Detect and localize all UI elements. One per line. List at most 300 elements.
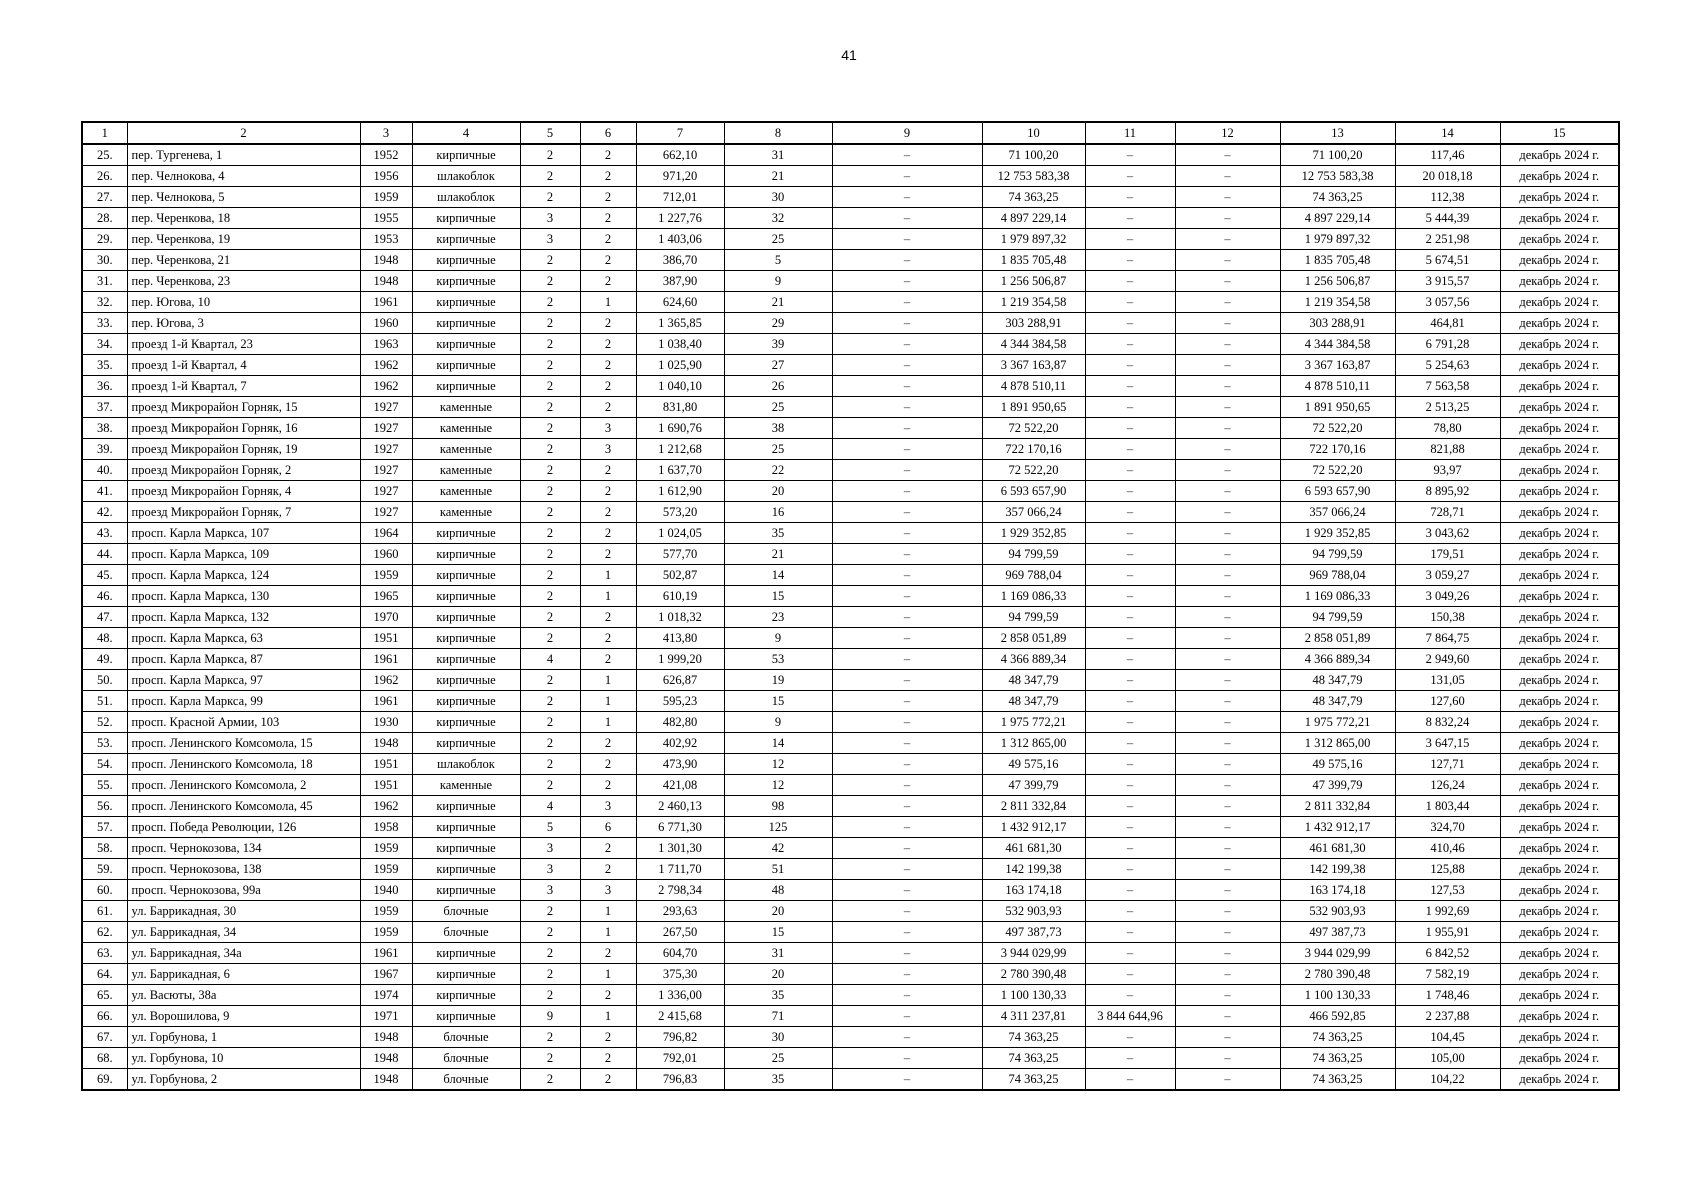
cell-cost-13: 466 592,85 — [1280, 1006, 1395, 1027]
cell-total-cost: 2 780 390,48 — [982, 964, 1085, 985]
cell-address: проезд 1-й Квартал, 7 — [127, 376, 360, 397]
cell-total-cost: 74 363,25 — [982, 1048, 1085, 1069]
cell-total-cost: 4 311 237,81 — [982, 1006, 1085, 1027]
cell-col-9: – — [832, 565, 982, 586]
cell-residents: 19 — [724, 670, 832, 691]
cell-residents: 20 — [724, 481, 832, 502]
cell-entrances: 1 — [580, 964, 636, 985]
cell-address: ул. Горбунова, 2 — [127, 1069, 360, 1091]
cell-floors: 3 — [520, 229, 580, 250]
table-row — [82, 1069, 1619, 1091]
cell-wall-material: каменные — [412, 460, 520, 481]
cell-total-cost: 4 878 510,11 — [982, 376, 1085, 397]
cell-row-index: 37. — [82, 397, 127, 418]
cell-cost-per-unit: 117,46 — [1395, 144, 1500, 166]
cell-wall-material: шлакоблок — [412, 187, 520, 208]
cell-deadline: декабрь 2024 г. — [1500, 523, 1619, 544]
cell-total-cost: 94 799,59 — [982, 544, 1085, 565]
cell-col-9: – — [832, 859, 982, 880]
cell-col-11: – — [1085, 313, 1175, 334]
cell-total-cost: 969 788,04 — [982, 565, 1085, 586]
cell-entrances: 2 — [580, 208, 636, 229]
cell-residents: 20 — [724, 964, 832, 985]
cell-year-built: 1962 — [360, 355, 412, 376]
cell-total-cost: 4 366 889,34 — [982, 649, 1085, 670]
cell-wall-material: кирпичные — [412, 523, 520, 544]
table-row — [82, 691, 1619, 712]
cell-entrances: 1 — [580, 586, 636, 607]
cell-cost-13: 12 753 583,38 — [1280, 166, 1395, 187]
cell-total-cost: 532 903,93 — [982, 901, 1085, 922]
cell-col-11: – — [1085, 985, 1175, 1006]
cell-row-index: 52. — [82, 712, 127, 733]
column-number-3: 3 — [360, 122, 412, 144]
cell-row-index: 65. — [82, 985, 127, 1006]
cell-year-built: 1952 — [360, 144, 412, 166]
column-number-6: 6 — [580, 122, 636, 144]
cell-address: просп. Чернокозова, 138 — [127, 859, 360, 880]
table-row — [82, 628, 1619, 649]
cell-residents: 30 — [724, 187, 832, 208]
cell-year-built: 1962 — [360, 670, 412, 691]
cell-col-12: – — [1175, 922, 1280, 943]
cell-col-9: – — [832, 334, 982, 355]
cell-col-9: – — [832, 922, 982, 943]
cell-col-12: – — [1175, 439, 1280, 460]
cell-area: 1 999,20 — [636, 649, 724, 670]
cell-col-9: – — [832, 187, 982, 208]
cell-address: просп. Красной Армии, 103 — [127, 712, 360, 733]
table-row — [82, 334, 1619, 355]
cell-total-cost: 6 593 657,90 — [982, 481, 1085, 502]
cell-col-11: – — [1085, 964, 1175, 985]
cell-residents: 9 — [724, 628, 832, 649]
cell-floors: 2 — [520, 313, 580, 334]
cell-cost-per-unit: 324,70 — [1395, 817, 1500, 838]
cell-floors: 2 — [520, 1069, 580, 1091]
cell-deadline: декабрь 2024 г. — [1500, 565, 1619, 586]
cell-year-built: 1948 — [360, 1069, 412, 1091]
cell-entrances: 2 — [580, 649, 636, 670]
cell-wall-material: кирпичные — [412, 544, 520, 565]
cell-floors: 2 — [520, 754, 580, 775]
cell-address: просп. Карла Маркса, 97 — [127, 670, 360, 691]
cell-col-11: – — [1085, 922, 1175, 943]
cell-floors: 2 — [520, 355, 580, 376]
cell-address: просп. Карла Маркса, 109 — [127, 544, 360, 565]
cell-cost-13: 1 256 506,87 — [1280, 271, 1395, 292]
cell-col-11: – — [1085, 628, 1175, 649]
cell-area: 610,19 — [636, 586, 724, 607]
cell-address: ул. Горбунова, 1 — [127, 1027, 360, 1048]
cell-wall-material: кирпичные — [412, 796, 520, 817]
table-row — [82, 166, 1619, 187]
cell-year-built: 1958 — [360, 817, 412, 838]
cell-col-11: – — [1085, 775, 1175, 796]
cell-total-cost: 3 944 029,99 — [982, 943, 1085, 964]
cell-floors: 2 — [520, 565, 580, 586]
cell-col-9: – — [832, 796, 982, 817]
cell-col-12: – — [1175, 1006, 1280, 1027]
cell-cost-per-unit: 7 582,19 — [1395, 964, 1500, 985]
cell-col-12: – — [1175, 313, 1280, 334]
cell-area: 387,90 — [636, 271, 724, 292]
cell-year-built: 1948 — [360, 1027, 412, 1048]
cell-cost-13: 1 929 352,85 — [1280, 523, 1395, 544]
cell-address: проезд Микрорайон Горняк, 16 — [127, 418, 360, 439]
cell-col-11: – — [1085, 838, 1175, 859]
column-number-9: 9 — [832, 122, 982, 144]
cell-entrances: 2 — [580, 628, 636, 649]
cell-residents: 125 — [724, 817, 832, 838]
cell-wall-material: кирпичные — [412, 985, 520, 1006]
cell-deadline: декабрь 2024 г. — [1500, 691, 1619, 712]
cell-col-9: – — [832, 166, 982, 187]
cell-col-9: – — [832, 1048, 982, 1069]
cell-cost-per-unit: 112,38 — [1395, 187, 1500, 208]
cell-row-index: 56. — [82, 796, 127, 817]
cell-residents: 31 — [724, 943, 832, 964]
cell-deadline: декабрь 2024 г. — [1500, 1006, 1619, 1027]
cell-wall-material: кирпичные — [412, 292, 520, 313]
cell-wall-material: кирпичные — [412, 229, 520, 250]
cell-row-index: 47. — [82, 607, 127, 628]
cell-row-index: 46. — [82, 586, 127, 607]
cell-row-index: 62. — [82, 922, 127, 943]
cell-year-built: 1963 — [360, 334, 412, 355]
cell-row-index: 64. — [82, 964, 127, 985]
cell-cost-per-unit: 1 748,46 — [1395, 985, 1500, 1006]
cell-floors: 2 — [520, 144, 580, 166]
cell-cost-13: 1 432 912,17 — [1280, 817, 1395, 838]
cell-col-9: – — [832, 523, 982, 544]
cell-wall-material: каменные — [412, 775, 520, 796]
cell-wall-material: каменные — [412, 439, 520, 460]
cell-deadline: декабрь 2024 г. — [1500, 376, 1619, 397]
cell-residents: 29 — [724, 313, 832, 334]
table-row — [82, 397, 1619, 418]
cell-cost-per-unit: 2 251,98 — [1395, 229, 1500, 250]
cell-residents: 51 — [724, 859, 832, 880]
cell-col-11: – — [1085, 796, 1175, 817]
cell-row-index: 58. — [82, 838, 127, 859]
cell-col-11: – — [1085, 607, 1175, 628]
cell-row-index: 59. — [82, 859, 127, 880]
cell-floors: 2 — [520, 670, 580, 691]
cell-cost-13: 6 593 657,90 — [1280, 481, 1395, 502]
cell-col-12: – — [1175, 397, 1280, 418]
table-body — [82, 144, 1619, 1090]
cell-residents: 32 — [724, 208, 832, 229]
cell-wall-material: блочные — [412, 1048, 520, 1069]
cell-cost-13: 94 799,59 — [1280, 544, 1395, 565]
cell-cost-13: 94 799,59 — [1280, 607, 1395, 628]
cell-year-built: 1927 — [360, 502, 412, 523]
cell-cost-13: 71 100,20 — [1280, 144, 1395, 166]
cell-cost-13: 163 174,18 — [1280, 880, 1395, 901]
cell-floors: 2 — [520, 250, 580, 271]
cell-total-cost: 12 753 583,38 — [982, 166, 1085, 187]
cell-cost-per-unit: 3 915,57 — [1395, 271, 1500, 292]
cell-col-9: – — [832, 355, 982, 376]
cell-total-cost: 94 799,59 — [982, 607, 1085, 628]
cell-cost-13: 3 944 029,99 — [1280, 943, 1395, 964]
cell-residents: 25 — [724, 1048, 832, 1069]
cell-deadline: декабрь 2024 г. — [1500, 943, 1619, 964]
cell-floors: 2 — [520, 544, 580, 565]
cell-col-9: – — [832, 544, 982, 565]
cell-col-11: – — [1085, 817, 1175, 838]
table-row — [82, 187, 1619, 208]
cell-entrances: 3 — [580, 796, 636, 817]
cell-entrances: 2 — [580, 355, 636, 376]
cell-year-built: 1962 — [360, 796, 412, 817]
cell-year-built: 1960 — [360, 313, 412, 334]
table-row — [82, 985, 1619, 1006]
cell-total-cost: 1 975 772,21 — [982, 712, 1085, 733]
cell-residents: 15 — [724, 922, 832, 943]
cell-year-built: 1955 — [360, 208, 412, 229]
cell-entrances: 1 — [580, 922, 636, 943]
cell-residents: 48 — [724, 880, 832, 901]
cell-deadline: декабрь 2024 г. — [1500, 922, 1619, 943]
cell-cost-per-unit: 5 254,63 — [1395, 355, 1500, 376]
cell-area: 375,30 — [636, 964, 724, 985]
cell-area: 1 038,40 — [636, 334, 724, 355]
cell-wall-material: кирпичные — [412, 649, 520, 670]
cell-address: просп. Карла Маркса, 63 — [127, 628, 360, 649]
cell-year-built: 1962 — [360, 376, 412, 397]
cell-year-built: 1927 — [360, 397, 412, 418]
cell-residents: 26 — [724, 376, 832, 397]
cell-floors: 4 — [520, 796, 580, 817]
cell-entrances: 2 — [580, 250, 636, 271]
table-row — [82, 481, 1619, 502]
cell-wall-material: каменные — [412, 397, 520, 418]
cell-col-12: – — [1175, 229, 1280, 250]
cell-year-built: 1970 — [360, 607, 412, 628]
cell-wall-material: кирпичные — [412, 208, 520, 229]
cell-col-12: – — [1175, 334, 1280, 355]
cell-row-index: 43. — [82, 523, 127, 544]
cell-year-built: 1964 — [360, 523, 412, 544]
cell-col-11: – — [1085, 439, 1175, 460]
housing-register-table — [81, 121, 1620, 1091]
cell-cost-per-unit: 20 018,18 — [1395, 166, 1500, 187]
table-row — [82, 523, 1619, 544]
cell-floors: 3 — [520, 880, 580, 901]
cell-row-index: 48. — [82, 628, 127, 649]
cell-year-built: 1959 — [360, 838, 412, 859]
cell-address: пер. Югова, 10 — [127, 292, 360, 313]
cell-address: проезд Микрорайон Горняк, 19 — [127, 439, 360, 460]
table-row — [82, 460, 1619, 481]
cell-row-index: 36. — [82, 376, 127, 397]
cell-col-12: – — [1175, 376, 1280, 397]
table-row — [82, 250, 1619, 271]
cell-wall-material: кирпичные — [412, 943, 520, 964]
cell-row-index: 61. — [82, 901, 127, 922]
table-row — [82, 586, 1619, 607]
cell-entrances: 2 — [580, 502, 636, 523]
cell-col-9: – — [832, 754, 982, 775]
cell-year-built: 1960 — [360, 544, 412, 565]
cell-entrances: 2 — [580, 943, 636, 964]
cell-residents: 53 — [724, 649, 832, 670]
cell-cost-per-unit: 3 043,62 — [1395, 523, 1500, 544]
cell-address: ул. Баррикадная, 34 — [127, 922, 360, 943]
cell-cost-per-unit: 179,51 — [1395, 544, 1500, 565]
cell-floors: 2 — [520, 901, 580, 922]
cell-deadline: декабрь 2024 г. — [1500, 292, 1619, 313]
cell-residents: 22 — [724, 460, 832, 481]
cell-total-cost: 1 979 897,32 — [982, 229, 1085, 250]
cell-col-9: – — [832, 376, 982, 397]
cell-total-cost: 2 811 332,84 — [982, 796, 1085, 817]
cell-deadline: декабрь 2024 г. — [1500, 166, 1619, 187]
cell-col-9: – — [832, 481, 982, 502]
cell-area: 1 212,68 — [636, 439, 724, 460]
cell-row-index: 42. — [82, 502, 127, 523]
cell-residents: 20 — [724, 901, 832, 922]
cell-col-12: – — [1175, 796, 1280, 817]
table-header — [82, 122, 1619, 144]
cell-area: 573,20 — [636, 502, 724, 523]
cell-entrances: 1 — [580, 712, 636, 733]
cell-area: 796,82 — [636, 1027, 724, 1048]
cell-entrances: 2 — [580, 144, 636, 166]
cell-entrances: 2 — [580, 481, 636, 502]
cell-area: 402,92 — [636, 733, 724, 754]
cell-area: 413,80 — [636, 628, 724, 649]
cell-row-index: 38. — [82, 418, 127, 439]
cell-floors: 2 — [520, 460, 580, 481]
cell-area: 421,08 — [636, 775, 724, 796]
cell-col-9: – — [832, 208, 982, 229]
cell-col-9: – — [832, 607, 982, 628]
cell-total-cost: 3 367 163,87 — [982, 355, 1085, 376]
cell-deadline: декабрь 2024 г. — [1500, 460, 1619, 481]
cell-entrances: 2 — [580, 1069, 636, 1091]
cell-col-9: – — [832, 670, 982, 691]
table-row — [82, 607, 1619, 628]
cell-total-cost: 1 312 865,00 — [982, 733, 1085, 754]
cell-deadline: декабрь 2024 г. — [1500, 901, 1619, 922]
cell-total-cost: 357 066,24 — [982, 502, 1085, 523]
cell-deadline: декабрь 2024 г. — [1500, 754, 1619, 775]
cell-col-9: – — [832, 460, 982, 481]
cell-wall-material: кирпичные — [412, 628, 520, 649]
cell-address: проезд Микрорайон Горняк, 4 — [127, 481, 360, 502]
table-row — [82, 964, 1619, 985]
cell-floors: 2 — [520, 439, 580, 460]
cell-entrances: 2 — [580, 775, 636, 796]
cell-col-11: – — [1085, 250, 1175, 271]
cell-total-cost: 461 681,30 — [982, 838, 1085, 859]
cell-address: просп. Карла Маркса, 107 — [127, 523, 360, 544]
cell-cost-13: 1 219 354,58 — [1280, 292, 1395, 313]
table-row — [82, 313, 1619, 334]
cell-col-11: – — [1085, 292, 1175, 313]
cell-col-11: – — [1085, 649, 1175, 670]
table-row — [82, 292, 1619, 313]
cell-address: пер. Черенкова, 18 — [127, 208, 360, 229]
cell-cost-13: 4 344 384,58 — [1280, 334, 1395, 355]
cell-address: просп. Ленинского Комсомола, 15 — [127, 733, 360, 754]
cell-col-11: – — [1085, 502, 1175, 523]
cell-area: 626,87 — [636, 670, 724, 691]
cell-entrances: 2 — [580, 544, 636, 565]
cell-area: 1 365,85 — [636, 313, 724, 334]
cell-total-cost: 72 522,20 — [982, 418, 1085, 439]
column-number-7: 7 — [636, 122, 724, 144]
cell-cost-per-unit: 127,71 — [1395, 754, 1500, 775]
cell-floors: 2 — [520, 166, 580, 187]
cell-year-built: 1959 — [360, 859, 412, 880]
cell-deadline: декабрь 2024 г. — [1500, 250, 1619, 271]
cell-residents: 23 — [724, 607, 832, 628]
cell-row-index: 39. — [82, 439, 127, 460]
cell-col-12: – — [1175, 838, 1280, 859]
table-row — [82, 733, 1619, 754]
table-row — [82, 859, 1619, 880]
cell-area: 1 612,90 — [636, 481, 724, 502]
cell-col-12: – — [1175, 964, 1280, 985]
cell-residents: 31 — [724, 144, 832, 166]
cell-entrances: 2 — [580, 334, 636, 355]
cell-total-cost: 49 575,16 — [982, 754, 1085, 775]
cell-col-9: – — [832, 271, 982, 292]
table-row — [82, 754, 1619, 775]
cell-address: просп. Ленинского Комсомола, 2 — [127, 775, 360, 796]
cell-entrances: 2 — [580, 376, 636, 397]
column-number-10: 10 — [982, 122, 1085, 144]
cell-col-11: – — [1085, 187, 1175, 208]
cell-cost-13: 1 100 130,33 — [1280, 985, 1395, 1006]
cell-floors: 2 — [520, 481, 580, 502]
cell-deadline: декабрь 2024 г. — [1500, 649, 1619, 670]
table-row — [82, 817, 1619, 838]
cell-floors: 3 — [520, 208, 580, 229]
table-row — [82, 901, 1619, 922]
cell-total-cost: 1 432 912,17 — [982, 817, 1085, 838]
cell-row-index: 67. — [82, 1027, 127, 1048]
cell-row-index: 69. — [82, 1069, 127, 1091]
cell-col-9: – — [832, 1006, 982, 1027]
cell-deadline: декабрь 2024 г. — [1500, 1069, 1619, 1091]
cell-wall-material: каменные — [412, 502, 520, 523]
cell-cost-per-unit: 126,24 — [1395, 775, 1500, 796]
cell-cost-13: 72 522,20 — [1280, 460, 1395, 481]
cell-total-cost: 1 929 352,85 — [982, 523, 1085, 544]
cell-cost-13: 722 170,16 — [1280, 439, 1395, 460]
cell-deadline: декабрь 2024 г. — [1500, 838, 1619, 859]
cell-cost-per-unit: 410,46 — [1395, 838, 1500, 859]
cell-col-11: – — [1085, 1069, 1175, 1091]
table-row — [82, 670, 1619, 691]
cell-wall-material: кирпичные — [412, 1006, 520, 1027]
cell-col-12: – — [1175, 628, 1280, 649]
cell-col-11: – — [1085, 355, 1175, 376]
cell-col-11: – — [1085, 880, 1175, 901]
cell-area: 1 403,06 — [636, 229, 724, 250]
cell-address: просп. Карла Маркса, 87 — [127, 649, 360, 670]
table-row — [82, 418, 1619, 439]
cell-cost-per-unit: 127,53 — [1395, 880, 1500, 901]
cell-col-11: – — [1085, 144, 1175, 166]
cell-residents: 27 — [724, 355, 832, 376]
cell-row-index: 25. — [82, 144, 127, 166]
